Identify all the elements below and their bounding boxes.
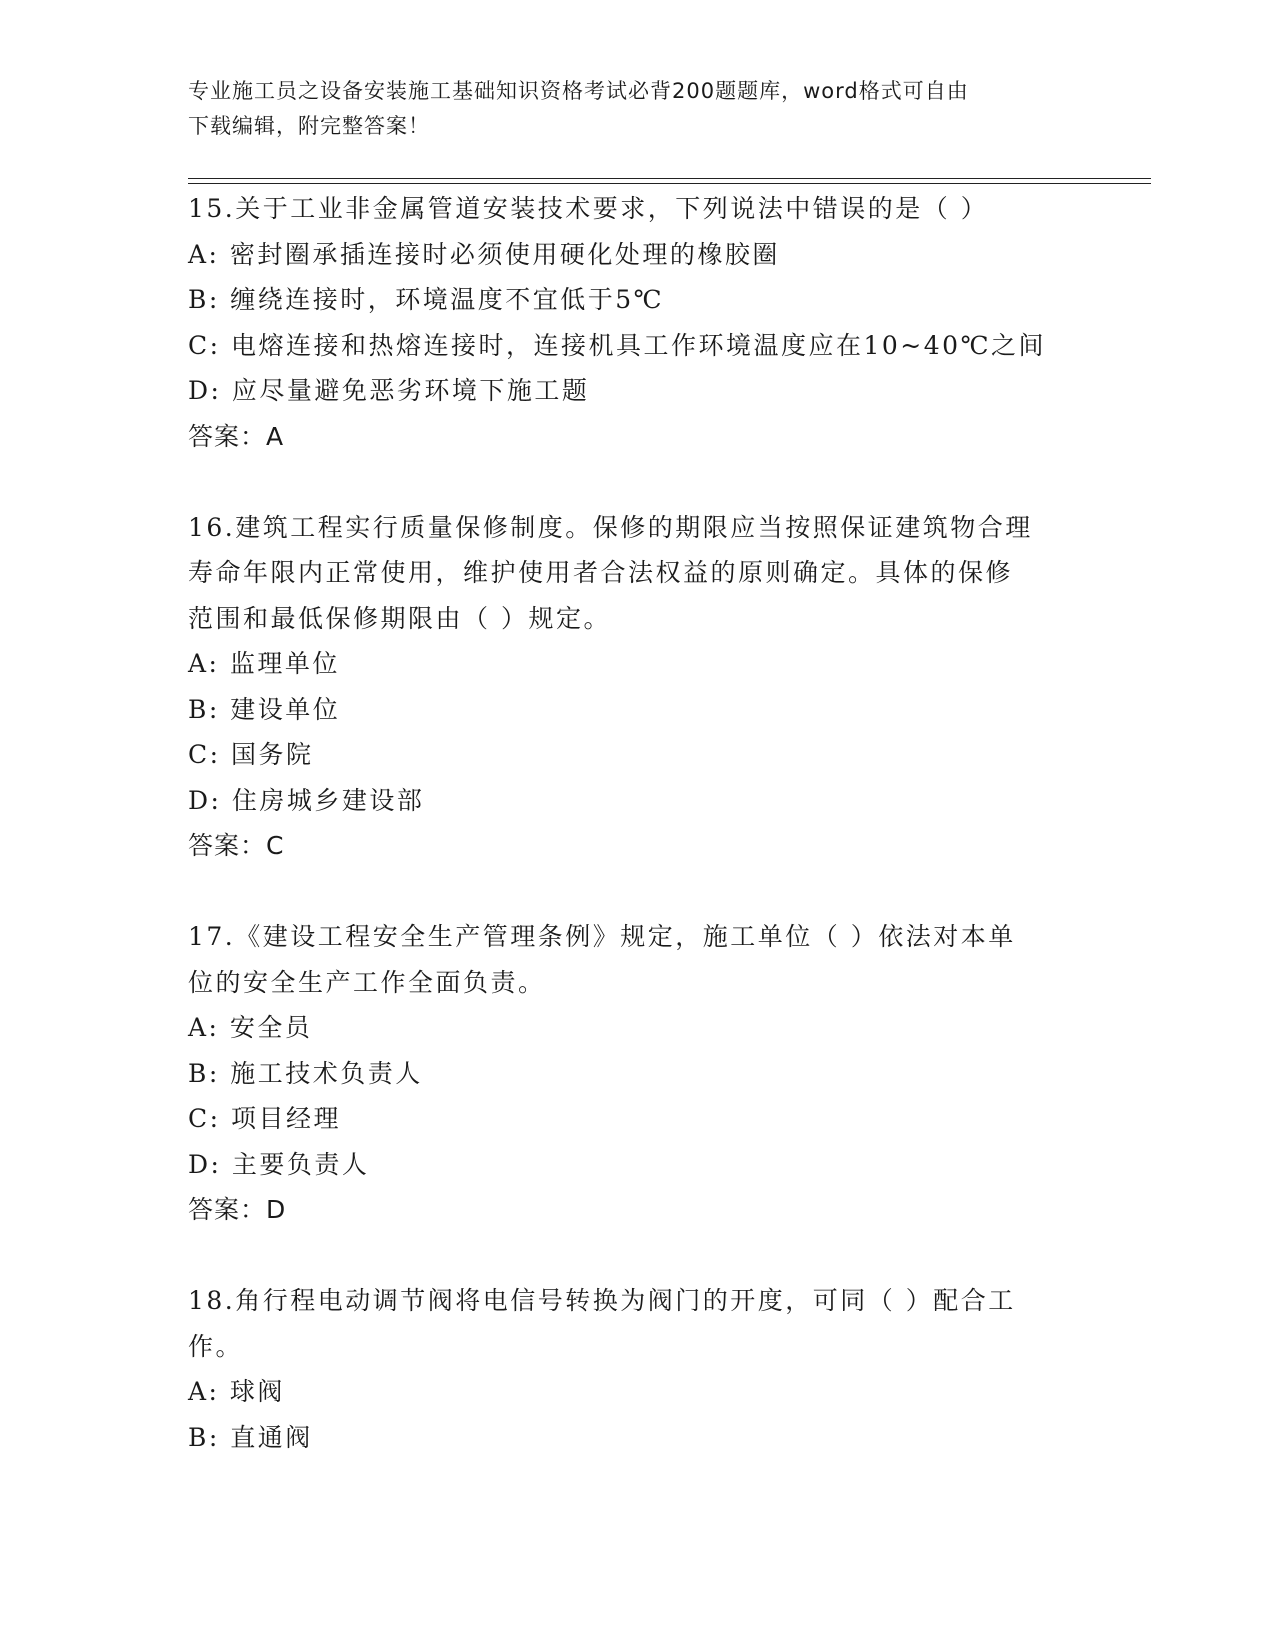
header-divider-top xyxy=(188,178,1151,179)
option-a: A: 安全员 xyxy=(188,1013,313,1042)
question-17 xyxy=(188,914,1088,1233)
option-d: D: 应尽量避免恶劣环境下施工题 xyxy=(188,376,590,405)
document-header xyxy=(188,74,1068,144)
question-list xyxy=(188,186,1088,1460)
question-stem: 位的安全生产工作全面负责。 xyxy=(188,967,546,997)
option-c: C: 国务院 xyxy=(188,740,314,769)
header-divider-bottom xyxy=(188,183,1151,184)
question-15 xyxy=(188,186,1088,459)
header-line-2: 下载编辑，附完整答案！ xyxy=(188,114,430,138)
question-stem: 16.建筑工程实行质量保修制度。保修的期限应当按照保证建筑物合理 xyxy=(188,512,1033,542)
question-stem: 作。 xyxy=(188,1331,244,1361)
option-a: A: 球阀 xyxy=(188,1377,285,1406)
option-a: A: 监理单位 xyxy=(188,649,340,678)
option-b: B: 缠绕连接时，环境温度不宜低于5℃ xyxy=(188,285,665,314)
question-16 xyxy=(188,505,1088,869)
option-b: B: 建设单位 xyxy=(188,694,341,724)
option-a: A: 密封圈承插连接时必须使用硬化处理的橡胶圈 xyxy=(188,239,780,269)
question-spacer xyxy=(188,1233,1088,1279)
question-stem: 18.角行程电动调节阀将电信号转换为阀门的开度，可同（ ）配合工 xyxy=(188,1286,1016,1315)
option-c: C: 项目经理 xyxy=(188,1104,341,1133)
header-line-1: 专业施工员之设备安装施工基础知识资格考试必背200题题库，word格式可自由 xyxy=(188,79,969,103)
option-b: B: 直通阀 xyxy=(188,1422,313,1452)
option-d: D: 住房城乡建设部 xyxy=(188,785,425,815)
option-c: C: 电熔连接和热熔连接时，连接机具工作环境温度应在10~40℃之间 xyxy=(188,330,1047,360)
option-d: D: 主要负责人 xyxy=(188,1149,370,1179)
answer: 答案：A xyxy=(188,421,285,451)
option-b: B: 施工技术负责人 xyxy=(188,1058,423,1088)
answer: 答案：C xyxy=(188,831,285,860)
question-stem: 15.关于工业非金属管道安装技术要求，下列说法中错误的是（ ） xyxy=(188,194,989,223)
answer: 答案：D xyxy=(188,1195,287,1224)
question-stem: 寿命年限内正常使用，维护使用者合法权益的原则确定。具体的保修 xyxy=(188,558,1014,587)
question-18 xyxy=(188,1278,1088,1460)
question-stem: 范围和最低保修期限由（ ）规定。 xyxy=(188,603,611,633)
question-spacer xyxy=(188,459,1088,505)
question-stem: 17.《建设工程安全生产管理条例》规定，施工单位（ ）依法对本单 xyxy=(188,922,1016,951)
question-spacer xyxy=(188,869,1088,915)
